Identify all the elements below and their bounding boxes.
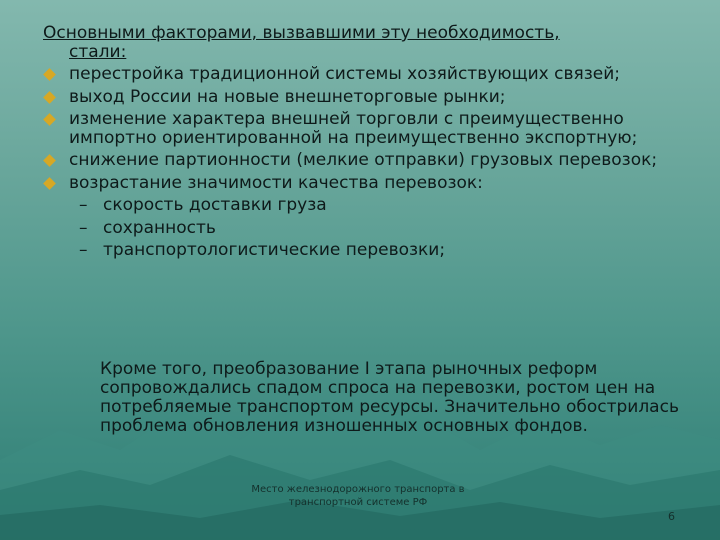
sub-list-item bbox=[43, 241, 703, 260]
dash-marker: – bbox=[79, 195, 88, 215]
diamond-bullet-icon bbox=[43, 91, 56, 104]
list-item bbox=[43, 174, 703, 260]
factor-list bbox=[43, 65, 703, 260]
diamond-bullet-icon bbox=[43, 113, 56, 126]
sub-list-item-text: транспортологистические перевозки; bbox=[103, 240, 446, 260]
sub-list-item-text: сохранность bbox=[103, 217, 216, 238]
intro-line-2: стали: bbox=[69, 41, 127, 62]
dash-marker: – bbox=[79, 240, 88, 260]
list-item-text: снижение партионности (мелкие отправки) грузовых перевозок; bbox=[69, 150, 658, 170]
summary-paragraph: Кроме того, преобразование I этапа рыночных реформ сопровождались спадом спроса на перевозки, ростом цен на потребляемые транспортом ресурсы. Значительно обострилась проблема обновления изношенных основных фондов. bbox=[100, 359, 679, 436]
sub-list-item bbox=[43, 219, 703, 238]
list-item bbox=[43, 88, 703, 107]
list-item-text: перестройка традиционной системы хозяйствующих связей; bbox=[69, 64, 620, 84]
sub-list-item-text: скорость доставки груза bbox=[103, 195, 327, 215]
slide-body bbox=[43, 24, 703, 260]
list-item bbox=[43, 110, 703, 147]
list-item-text: возрастание значимости качества перевозок: bbox=[69, 172, 483, 193]
list-item bbox=[43, 151, 703, 170]
dash-marker: – bbox=[79, 217, 88, 238]
intro-text bbox=[43, 24, 703, 61]
list-item-text: изменение характера внешней торговли с преимущественно импортно ориентированной на преимущественно экспортную; bbox=[69, 109, 638, 148]
diamond-bullet-icon bbox=[43, 68, 56, 81]
quality-sublist bbox=[43, 196, 703, 260]
diamond-bullet-icon bbox=[43, 154, 56, 167]
intro-line-1: Основными факторами, вызвавшими эту необходимость, bbox=[43, 23, 560, 43]
sub-list-item bbox=[43, 196, 703, 215]
diamond-bullet-icon bbox=[43, 177, 56, 190]
footer-title: Место железнодорожного транспорта в транспортной системе РФ bbox=[251, 484, 465, 508]
list-item-text: выход России на новые внешнеторговые рынки; bbox=[69, 86, 506, 107]
page-number: 6 bbox=[668, 510, 675, 523]
list-item bbox=[43, 65, 703, 84]
